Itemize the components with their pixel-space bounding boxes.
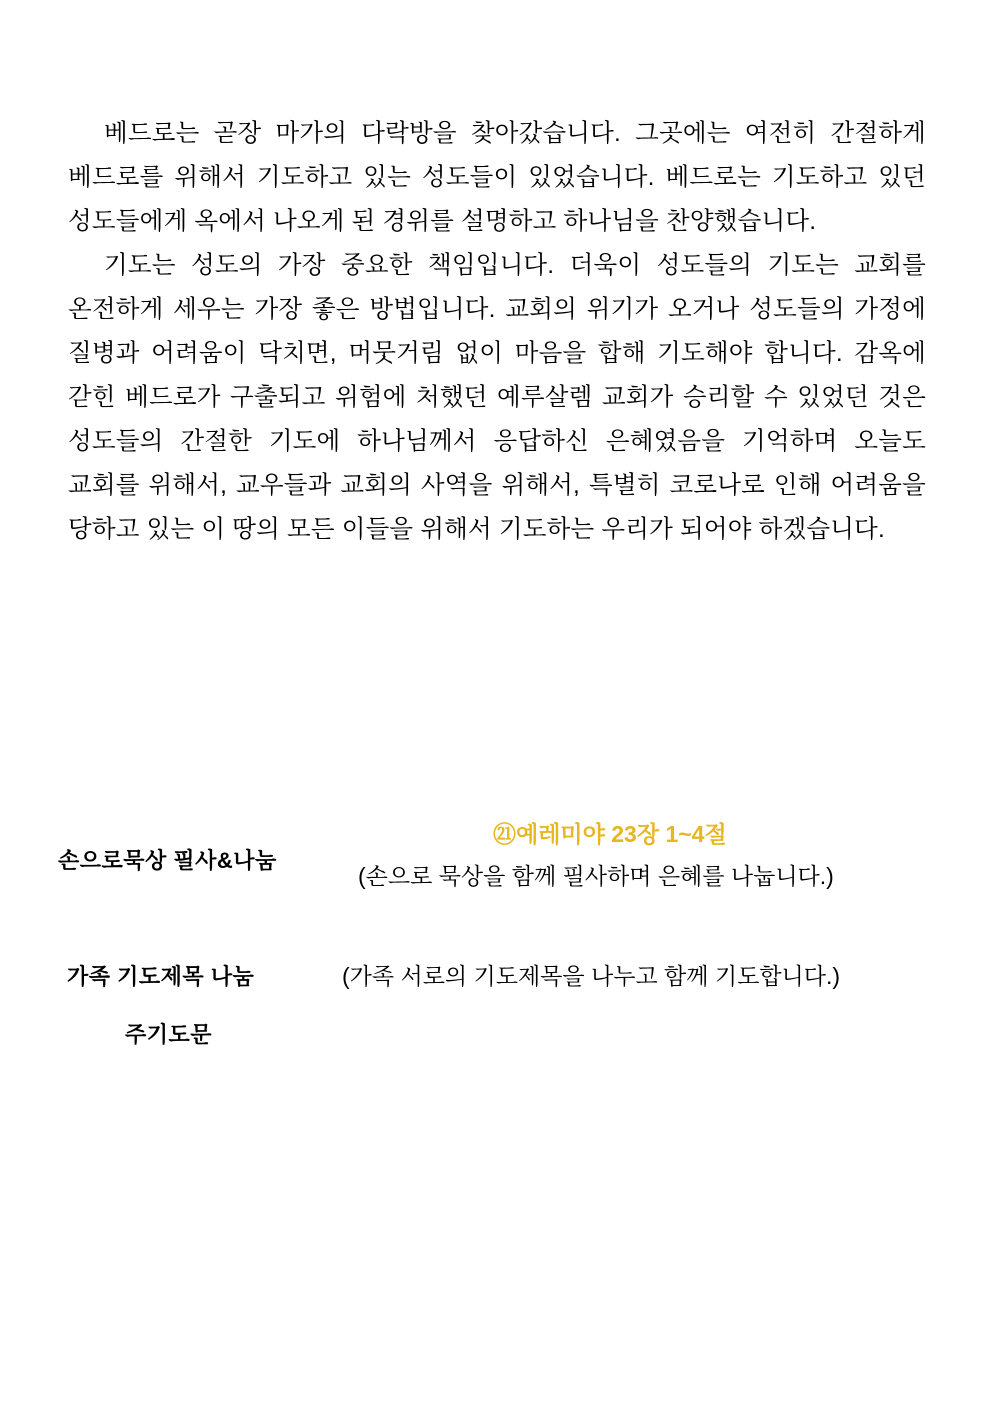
meditation-scripture-reference: ㉑예레미야 23장 1~4절 [493,821,727,847]
prayer-label: 가족 기도제목 나눔 [67,964,255,989]
liturgy-sections [0,810,992,1068]
paragraph-1 [68,112,926,244]
paragraph-1-text: 베드로는 곧장 마가의 다락방을 찾아갔습니다. 그곳에는 여전히 간절하게 베드로를 위해서 기도하고 있는 성도들이 있었습니다. 베드로는 기도하고 있던 성도들에게 옥에서 나오게 된 경위를 설명하고 하나님을 찬양했습니다. [68,120,926,235]
section-lords-prayer [0,1008,992,1068]
section-meditation [0,810,992,930]
section-family-prayer [0,930,992,1008]
lords-prayer-label: 주기도문 [125,1022,213,1047]
body-text-block [68,112,926,552]
prayer-note: (가족 서로의 기도제목을 나누고 함께 기도합니다.) [342,963,841,989]
meditation-label: 손으로묵상 필사&나눔 [58,848,277,873]
paragraph-2 [68,244,926,552]
paragraph-2-text: 기도는 성도의 가장 중요한 책임입니다. 더욱이 성도들의 기도는 교회를 온전하게 세우는 가장 좋은 방법입니다. 교회의 위기가 오거나 성도들의 가정에 질병과 어려움이 닥치면, 머뭇거림 없이 마음을 합해 기도해야 합니다. 감옥에 갇힌 베드로가 구출되고 위험에 처했던 예루살렘 교회가 승리할 수 있었던 것은 성도들의 간절한 기도에 하나님께서 응답하신 은혜였음을 기억하며 오늘도 교회를 위해서, 교우들과 교회의 사역을 위해서, 특별히 코로나로 인해 어려움을 당하고 있는 이 땅의 모든 이들을 위해서 기도하는 우리가 되어야 하겠습니다. [68,252,926,543]
meditation-note: (손으로 묵상을 함께 필사하며 은혜를 나눕니다.) [358,863,834,889]
